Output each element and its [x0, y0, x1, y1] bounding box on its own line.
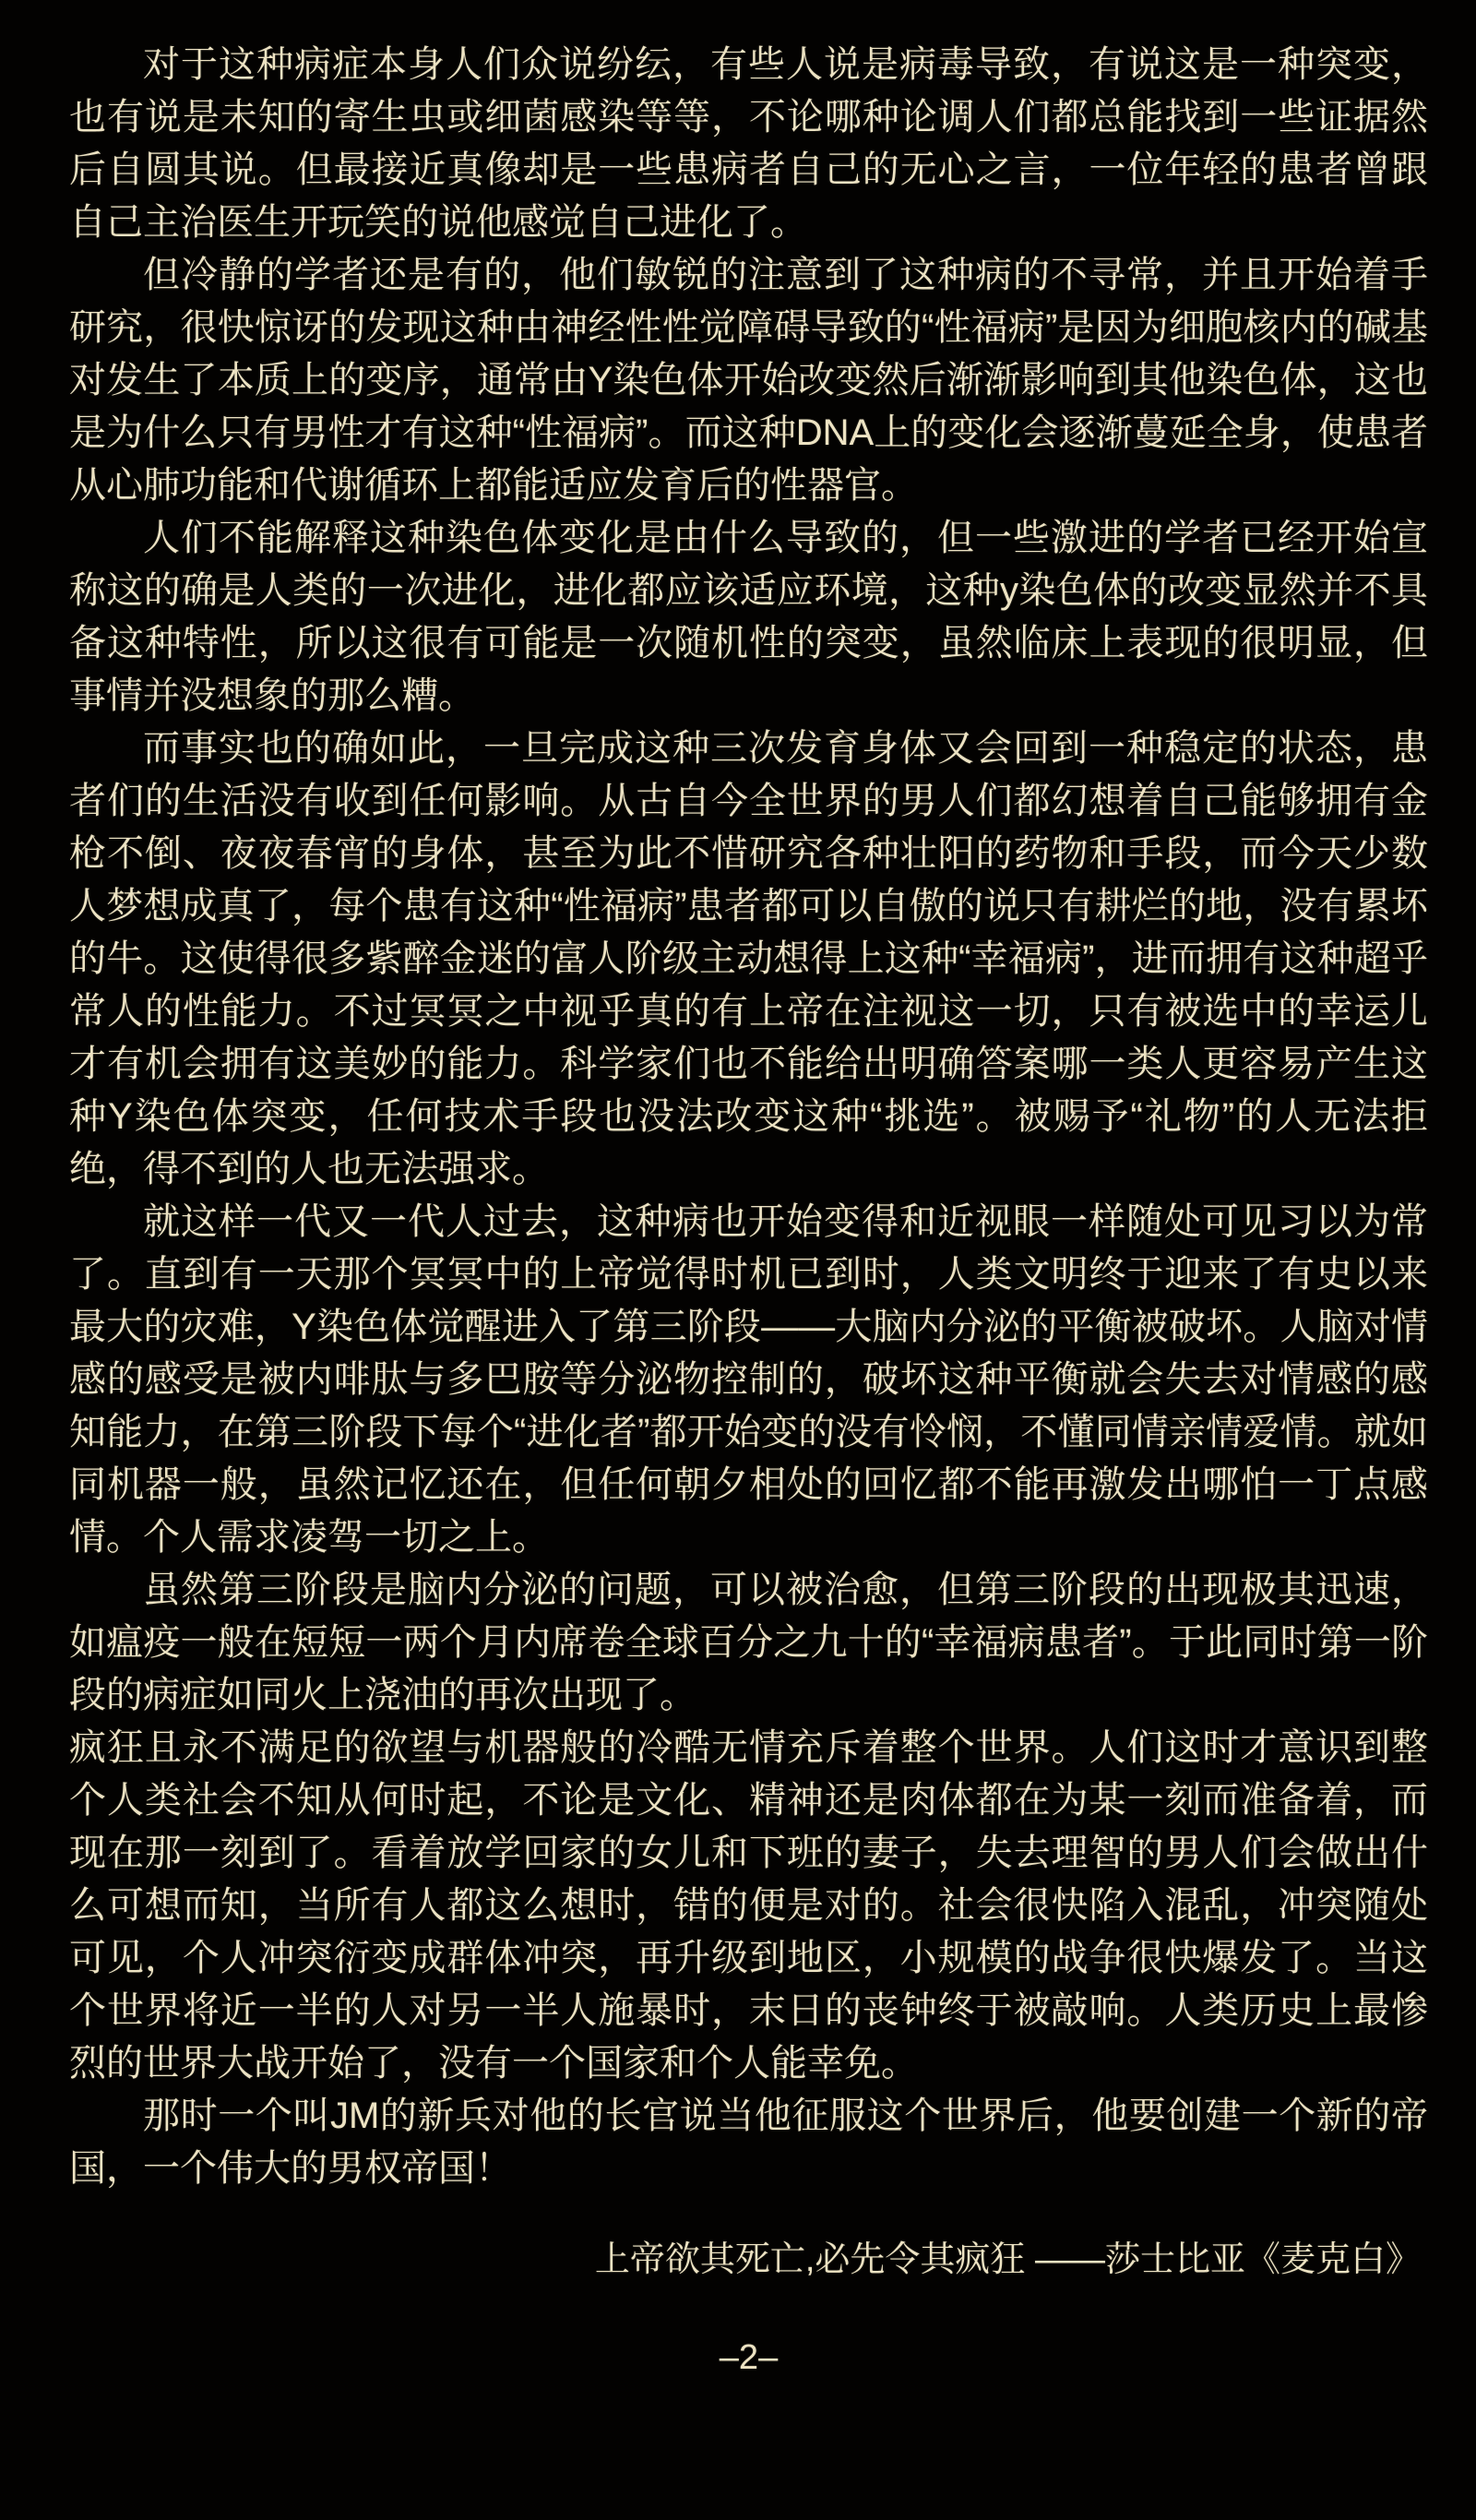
- body-paragraph: 但冷静的学者还是有的，他们敏锐的注意到了这种病的不寻常，并且开始着手研究，很快惊讶的发现这种由神经性性觉障碍导致的“性福病”是因为细胞核内的碱基对发生了本质上的变序，通常由Y染色体开始改变然后渐渐影响到其他染色体，这也是为什么只有男性才有这种“性福病”。而这种DNA上的变化会逐渐蔓延全身，使患者从心肺功能和代谢循环上都能适应发育后的性器官。: [69, 255, 1428, 506]
- body-paragraph: 疯狂且永不满足的欲望与机器般的冷酷无情充斥着整个世界。人们这时才意识到整个人类社会不知从何时起，不论是文化、精神还是肉体都在为某一刻而准备着，而现在那一刻到了。看着放学回家的女儿和下班的妻子，失去理智的男人们会做出什么可想而知，当所有人都这么想时，错的便是对的。社会很快陷入混乱，冲突随处可见，个人冲突衍变成群体冲突，再升级到地区，小规模的战争很快爆发了。当这个世界将近一半的人对另一半人施暴时，末日的丧钟终于被敲响。人类历史上最惨烈的世界大战开始了，没有一个国家和个人能幸免。: [69, 1727, 1428, 2084]
- body-paragraph: 人们不能解释这种染色体变化是由什么导致的，但一些激进的学者已经开始宣称这的确是人类的一次进化，进化都应该适应环境，这种y染色体的改变显然并不具备这种特性，所以这很有可能是一次随机性的突变，虽然临床上表现的很明显，但事情并没想象的那么糟。: [69, 518, 1428, 716]
- page-number: –2–: [719, 2338, 779, 2377]
- body-paragraph: 那时一个叫JM的新兵对他的长官说当他征服这个世界后，他要创建一个新的帝国，一个伟大的男权帝国！: [69, 2096, 1428, 2189]
- body-paragraph: 就这样一代又一代人过去，这种病也开始变得和近视眼一样随处可见习以为常了。直到有一天那个冥冥中的上帝觉得时机已到时，人类文明终于迎来了有史以来最大的灾难，Y染色体觉醒进入了第三阶段——大脑内分泌的平衡被破坏。人脑对情感的感受是被内啡肽与多巴胺等分泌物控制的，破坏这种平衡就会失去对情感的感知能力，在第三阶段下每个“进化者”都开始变的没有怜悯，不懂同情亲情爱情。就如同机器一般，虽然记忆还在，但任何朝夕相处的回忆都不能再激发出哪怕一丁点感情。个人需求凌驾一切之上。: [69, 1201, 1428, 1558]
- attribution-quote: 上帝欲其死亡,必先令其疯狂 ——莎士比亚《麦克白》: [594, 2240, 1421, 2279]
- body-paragraph: 而事实也的确如此，一旦完成这种三次发育身体又会回到一种稳定的状态，患者们的生活没有收到任何影响。从古自今全世界的男人们都幻想着自己能够拥有金枪不倒、夜夜春宵的身体，甚至为此不惜研究各种壮阳的药物和手段，而今天少数人梦想成真了，每个患有这种“性福病”患者都可以自傲的说只有耕烂的地，没有累坏的牛。这使得很多紫醉金迷的富人阶级主动想得上这种“幸福病”，进而拥有这种超乎常人的性能力。不过冥冥之中视乎真的有上帝在注视这一切，只有被选中的幸运儿才有机会拥有这美妙的能力。科学家们也不能给出明确答案哪一类人更容易产生这种Y染色体突变，任何技术手段也没法改变这种“挑选”。被赐予“礼物”的人无法拒绝，得不到的人也无法强求。: [69, 728, 1428, 1189]
- body-paragraph: 虽然第三阶段是脑内分泌的问题，可以被治愈，但第三阶段的出现极其迅速，如瘟疫一般在短短一两个月内席卷全球百分之九十的“幸福病患者”。于此同时第一阶段的病症如同火上浇油的再次出现了。: [69, 1570, 1428, 1715]
- body-text: [69, 39, 1428, 2195]
- body-paragraph: 对于这种病症本身人们众说纷纭，有些人说是病毒导致，有说这是一种突变，也有说是未知的寄生虫或细菌感染等等，不论哪种论调人们都总能找到一些证据然后自圆其说。但最接近真像却是一些患病者自己的无心之言，一位年轻的患者曾跟自己主治医生开玩笑的说他感觉自己进化了。: [69, 44, 1428, 243]
